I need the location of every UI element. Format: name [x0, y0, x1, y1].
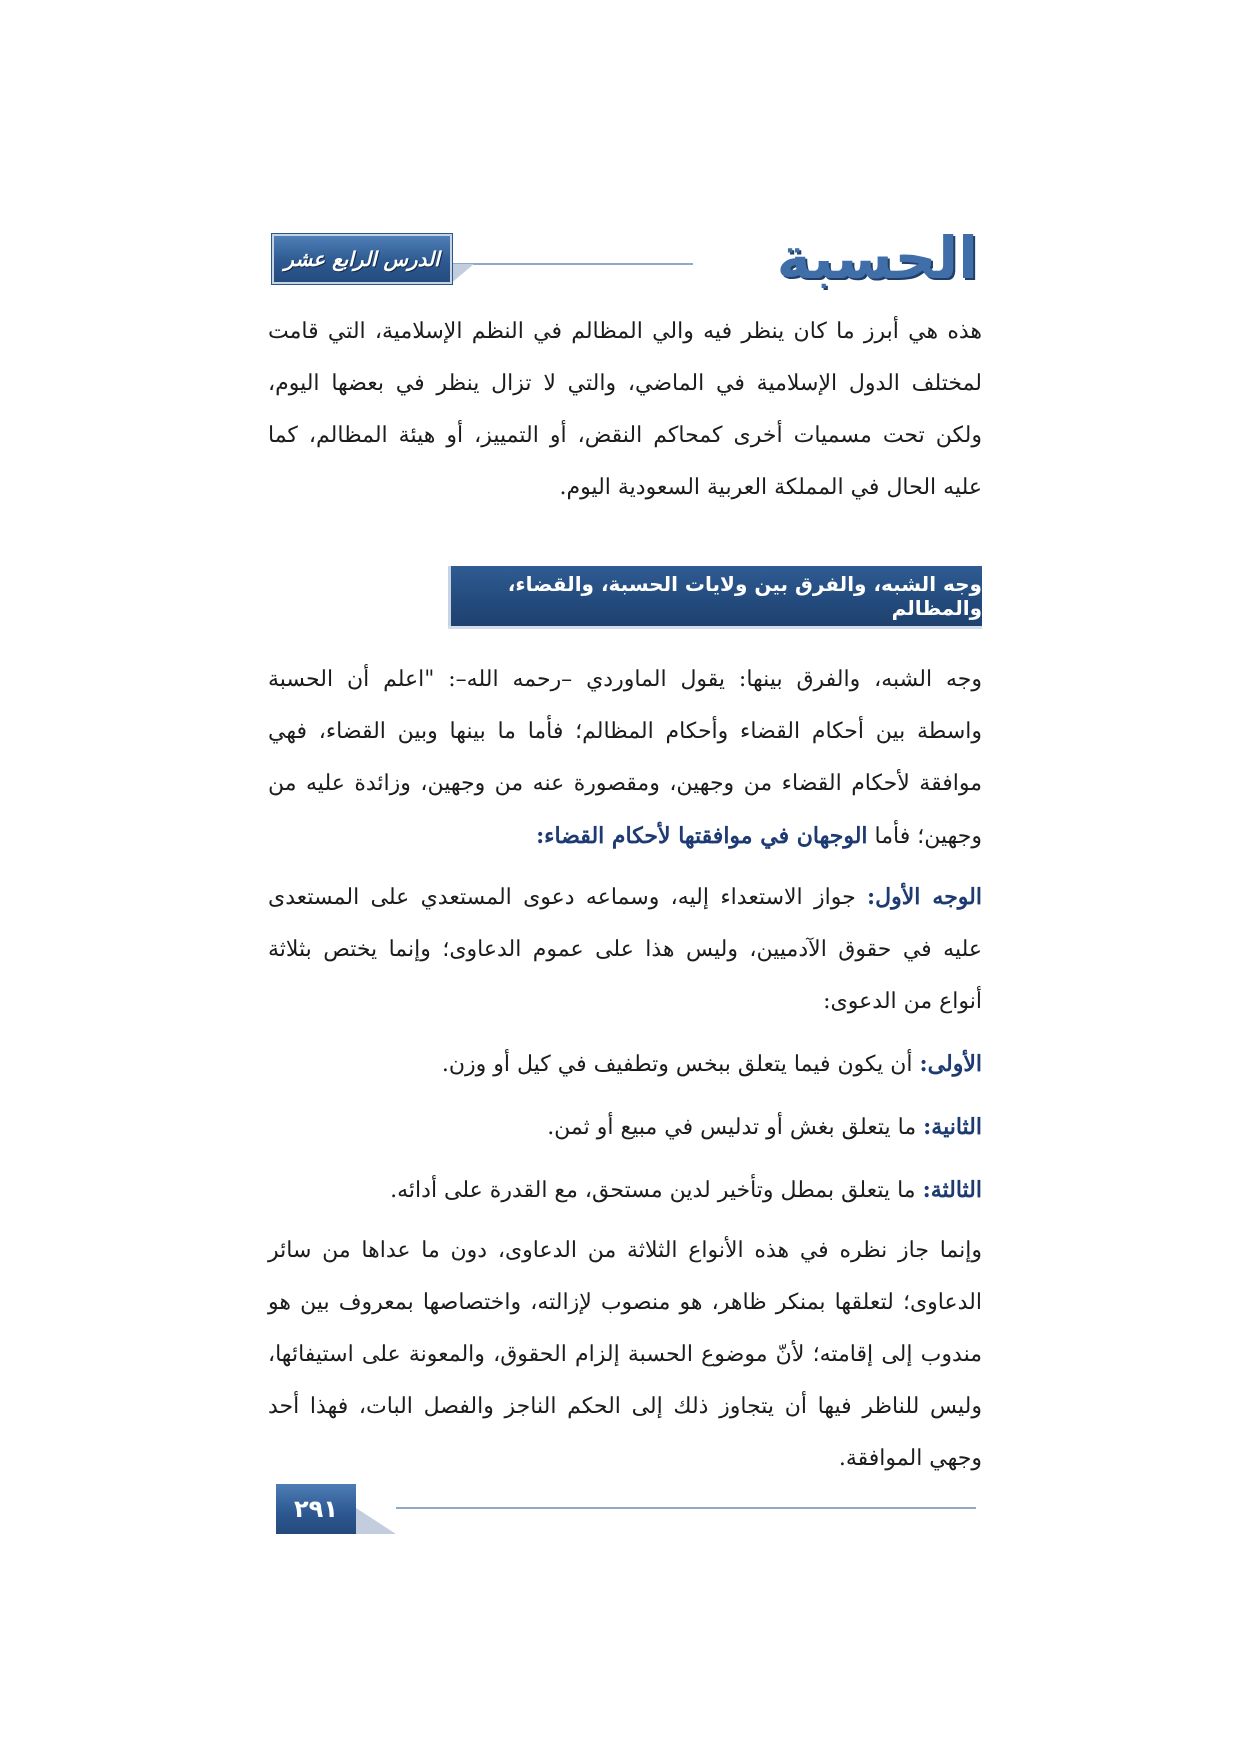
- section-heading-shadow: [448, 626, 982, 629]
- lesson-badge: الدرس الرابع عشر: [272, 234, 452, 284]
- aspect-label: الوجه الأول:: [867, 884, 982, 910]
- page-footer: [276, 1484, 976, 1536]
- list-item-text: ما يتعلق بغش أو تدليس في مبيع أو ثمن.: [547, 1115, 917, 1140]
- paragraph-text: وجه الشبه، والفرق بينها: يقول الماوردي –رحمه الله–: "اعلم أن الحسبة واسطة بين أحكام القضاء وأحكام المظالم؛ فأما ما بينها وبين القضاء، فهي موافقة لأحكام القضاء من وجهين، ومقصورة عنه من وجهين، وزائدة عليه من وجهين؛ فأما: [268, 667, 982, 849]
- list-item-label: الأولى:: [919, 1051, 982, 1077]
- paragraph-similarity: [268, 654, 982, 863]
- list-item: [268, 1101, 982, 1154]
- footer-decoration: [356, 1508, 396, 1534]
- footer-divider: [396, 1507, 976, 1509]
- header-decoration: [450, 264, 474, 284]
- paragraph-conclusion: وإنما جاز نظره في هذه الأنواع الثلاثة من الدعاوى، دون ما عداها من سائر الدعاوى؛ لتعلقها بمنكر ظاهر، هو منصوب لإزالته، واختصاصها بمعروف بين هو مندوب إلى إقامته؛ لأنّ موضوع الحسبة إلزام الحقوق، والمعونة على استيفائها، وليس للناظر فيها أن يتجاوز ذلك إلى الحكم الناجز والفصل البات، فهذا أحد وجهي الموافقة.: [268, 1238, 982, 1471]
- list-item-text: ما يتعلق بمطل وتأخير لدين مستحق، مع القدرة على أدائه.: [390, 1178, 916, 1203]
- body-section: [268, 654, 982, 1485]
- list-item: [268, 1038, 982, 1091]
- intro-paragraph: هذه هي أبرز ما كان ينظر فيه والي المظالم في النظم الإسلامية، التي قامت لمختلف الدول الإسلامية في الماضي، والتي لا تزال ينظر في بعضها اليوم، ولكن تحت مسميات أخرى كمحاكم النقض، أو التمييز، أو هيئة المظالم، كما عليه الحال في المملكة العربية السعودية اليوم.: [268, 319, 982, 500]
- section-heading: وجه الشبه، والفرق بين ولايات الحسبة، والقضاء، والمظالم: [448, 566, 982, 626]
- list-item-text: أن يكون فيما يتعلق ببخس وتطفيف في كيل أو وزن.: [441, 1052, 913, 1077]
- list-item-label: الثانية:: [923, 1114, 982, 1140]
- paragraph-first-aspect: [268, 871, 982, 1028]
- paragraph-text: جواز الاستعداء إليه، وسماعه دعوى المستعدي على المستعدى عليه في حقوق الآدميين، وليس هذا على عموم الدعاوى؛ وإنما يختص بثلاثة أنواع من الدعوى:: [268, 885, 982, 1014]
- chapter-title: الحسبة: [776, 224, 978, 292]
- page-number: ٢٩١: [276, 1484, 356, 1534]
- list-item-label: الثالثة:: [922, 1177, 982, 1203]
- list-item: [268, 1164, 982, 1217]
- highlighted-phrase: الوجهان في موافقتها لأحكام القضاء:: [536, 823, 868, 849]
- intro-section: [268, 306, 982, 514]
- page-header: [272, 224, 978, 292]
